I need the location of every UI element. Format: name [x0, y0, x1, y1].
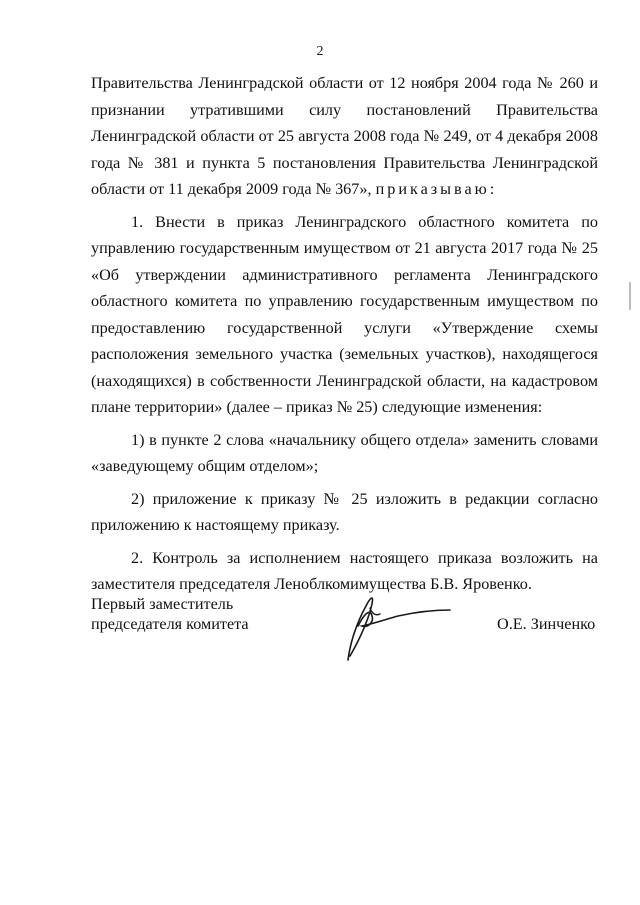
scan-edge-mark	[629, 282, 631, 310]
page-number: 2	[316, 44, 324, 59]
signatory-title	[91, 594, 249, 634]
intro-text: Правительства Ленинградской области от 12 ноября 2004 года № 260 и признании утратившими силу постановлений Правительства Ленинградской области от 25 августа 2008 года № 249, от 4 декабря 2008 года № 381 и пункта 5 постановления Правительства Ленинградской области от 11 декабря 2009 года № 367»,	[91, 74, 598, 198]
order-word: приказываю:	[375, 180, 498, 198]
document-body	[91, 70, 598, 598]
subparagraph-2: 2) приложение к приказу № 25 изложить в редакции согласно приложению к настоящему приказу.	[91, 489, 598, 534]
paragraph-2: 2. Контроль за исполнением настоящего приказа возложить на заместителя председателя Леноблкомимущества Б.В. Яровенко.	[91, 548, 598, 593]
signatory-title-line-1: Первый заместитель	[91, 595, 234, 613]
subparagraph-1: 1) в пункте 2 слова «начальнику общего отдела» заменить словами «заведующему общим отделом»;	[91, 430, 598, 475]
paragraph-1: 1. Внести в приказ Ленинградского областного комитета по управлению государственным имуществом от 21 августа 2017 года № 25 «Об утверждении административного регламента Ленинградского областного комитета по управлению государственным имуществом по предоставлению государственной услуги «Утверждение схемы расположения земельного участка (земельных участков), находящегося (находящихся) в собственности Ленинградской области, на кадастровом плане территории» (далее – приказ № 25) следующие изменения:	[91, 212, 598, 416]
handwritten-signature-icon	[328, 586, 468, 666]
intro-paragraph	[91, 70, 598, 203]
signatory-name: О.Е. Зинченко	[497, 615, 596, 633]
signatory-title-line-2: председателя комитета	[91, 615, 249, 633]
